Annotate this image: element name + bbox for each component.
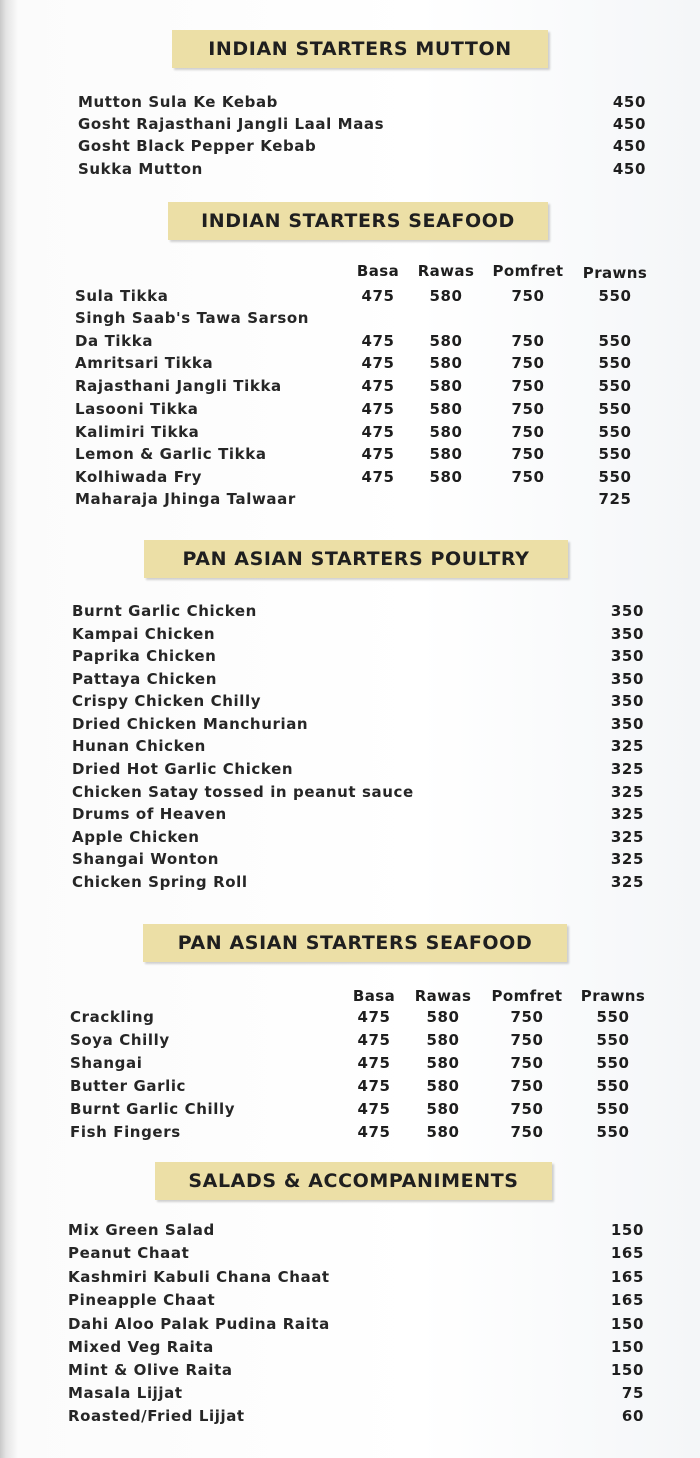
table-row: [0, 377, 700, 399]
item-price: 150: [610, 1315, 644, 1333]
item-price: 450: [612, 115, 646, 133]
table-row: [0, 309, 700, 331]
item-price: 325: [610, 850, 644, 868]
item-name: Kashmiri Kabuli Chana Chaat: [68, 1268, 330, 1286]
price-rawas: 580: [429, 332, 463, 350]
item-price: 350: [610, 625, 644, 643]
section-header-pan-asian-seafood: PAN ASIAN STARTERS SEAFOOD: [143, 924, 567, 962]
item-name: Mix Green Salad: [68, 1221, 215, 1239]
item-price: 150: [610, 1338, 644, 1356]
item-price: 450: [612, 137, 646, 155]
price-rawas: 580: [429, 423, 463, 441]
list-item: [0, 1268, 700, 1290]
list-item: [0, 760, 700, 782]
table-row: [0, 1123, 700, 1145]
item-price: 150: [610, 1361, 644, 1379]
item-name: Gosht Rajasthani Jangli Laal Maas: [78, 115, 385, 133]
price-basa: 475: [361, 332, 395, 350]
item-name: Kampai Chicken: [72, 625, 216, 643]
price-basa: 475: [361, 400, 395, 418]
list-item: [0, 93, 700, 115]
price-pomfret: 750: [510, 1100, 544, 1118]
price-basa: 475: [361, 445, 395, 463]
table-row: [0, 468, 700, 490]
item-name: Maharaja Jhinga Talwaar: [75, 490, 296, 508]
table-row: [0, 1008, 700, 1030]
item-name: Mixed Veg Raita: [68, 1338, 214, 1356]
item-name: Lemon & Garlic Tikka: [75, 445, 267, 463]
list-item: [0, 1244, 700, 1266]
item-name: Butter Garlic: [70, 1077, 187, 1095]
list-item: [0, 805, 700, 827]
price-prawns: 550: [598, 332, 632, 350]
list-item: [0, 670, 700, 692]
item-name: Sukka Mutton: [78, 160, 203, 178]
item-name: Roasted/Fried Lijjat: [68, 1407, 245, 1425]
item-price: 350: [610, 670, 644, 688]
list-item: [0, 1315, 700, 1337]
list-item: [0, 647, 700, 669]
item-price: 325: [610, 783, 644, 801]
price-basa: 475: [361, 423, 395, 441]
item-name: Gosht Black Pepper Kebab: [78, 137, 317, 155]
price-prawns: 550: [598, 354, 632, 372]
price-basa: 475: [361, 468, 395, 486]
section-header-salads: SALADS & ACCOMPANIMENTS: [155, 1162, 552, 1200]
column-header-basa: Basa: [356, 262, 400, 280]
item-name: Hunan Chicken: [72, 737, 206, 755]
item-price: 350: [610, 692, 644, 710]
list-item: [0, 602, 700, 624]
item-price: 350: [610, 602, 644, 620]
price-prawns: 550: [596, 1008, 630, 1026]
price-pomfret: 750: [511, 354, 545, 372]
column-header-basa: Basa: [352, 987, 396, 1005]
item-name: Soya Chilly: [70, 1031, 170, 1049]
price-pomfret: 750: [511, 423, 545, 441]
table-row: [0, 1031, 700, 1053]
item-name: Chicken Spring Roll: [72, 873, 248, 891]
price-rawas: 580: [426, 1123, 460, 1141]
price-pomfret: 750: [511, 445, 545, 463]
table-row: [0, 1100, 700, 1122]
item-name: Rajasthani Jangli Tikka: [75, 377, 282, 395]
item-name: Fish Fingers: [70, 1123, 181, 1141]
table-row: [0, 490, 700, 512]
section-header-indian-seafood: INDIAN STARTERS SEAFOOD: [168, 202, 548, 240]
list-item: [0, 1407, 700, 1429]
price-prawns: 725: [598, 490, 632, 508]
price-basa: 475: [361, 287, 395, 305]
item-name: Lasooni Tikka: [75, 400, 199, 418]
price-prawns: 550: [598, 423, 632, 441]
list-item: [0, 715, 700, 737]
price-prawns: 550: [596, 1031, 630, 1049]
item-price: 75: [621, 1384, 644, 1402]
price-basa: 475: [357, 1031, 391, 1049]
price-rawas: 580: [426, 1077, 460, 1095]
price-pomfret: 750: [511, 468, 545, 486]
price-rawas: 580: [429, 400, 463, 418]
price-pomfret: 750: [511, 377, 545, 395]
price-rawas: 580: [429, 287, 463, 305]
item-name: Pattaya Chicken: [72, 670, 217, 688]
item-name: Dried Chicken Manchurian: [72, 715, 309, 733]
item-name: Chicken Satay tossed in peanut sauce: [72, 783, 414, 801]
item-name: Crackling: [70, 1008, 155, 1026]
table-row: [0, 287, 700, 309]
item-name: Amritsari Tikka: [75, 354, 214, 372]
table-row: [0, 332, 700, 354]
price-rawas: 580: [429, 445, 463, 463]
item-name: Sula Tikka: [75, 287, 169, 305]
item-name: Mint & Olive Raita: [68, 1361, 233, 1379]
section-header-pan-asian-poultry: PAN ASIAN STARTERS POULTRY: [144, 540, 568, 578]
table-row: [0, 1054, 700, 1076]
item-price: 60: [621, 1407, 644, 1425]
section-header-mutton: INDIAN STARTERS MUTTON: [172, 30, 548, 68]
item-name: Burnt Garlic Chicken: [72, 602, 257, 620]
price-prawns: 550: [598, 287, 632, 305]
item-price: 325: [610, 805, 644, 823]
list-item: [0, 625, 700, 647]
list-item: [0, 1361, 700, 1383]
list-item: [0, 137, 700, 159]
item-name: Burnt Garlic Chilly: [70, 1100, 236, 1118]
item-name: Dahi Aloo Palak Pudina Raita: [68, 1315, 330, 1333]
item-price: 325: [610, 737, 644, 755]
price-pomfret: 750: [511, 400, 545, 418]
item-price: 350: [610, 647, 644, 665]
price-rawas: 580: [429, 354, 463, 372]
price-pomfret: 750: [511, 332, 545, 350]
item-price: 150: [610, 1221, 644, 1239]
price-pomfret: 750: [510, 1054, 544, 1072]
table-row: [0, 445, 700, 467]
list-item: [0, 783, 700, 805]
list-item: [0, 1384, 700, 1406]
item-price: 165: [610, 1291, 644, 1309]
price-pomfret: 750: [510, 1031, 544, 1049]
list-item: [0, 850, 700, 872]
price-prawns: 550: [598, 377, 632, 395]
list-item: [0, 873, 700, 895]
item-name: Masala Lijjat: [68, 1384, 183, 1402]
list-item: [0, 737, 700, 759]
price-basa: 475: [357, 1054, 391, 1072]
column-header-rawas: Rawas: [417, 262, 475, 280]
column-header-prawns: Prawns: [580, 987, 646, 1005]
list-item: [0, 828, 700, 850]
price-prawns: 550: [598, 400, 632, 418]
item-name: Peanut Chaat: [68, 1244, 190, 1262]
item-name: Kolhiwada Fry: [75, 468, 202, 486]
item-name: Shangai: [70, 1054, 143, 1072]
price-basa: 475: [357, 1077, 391, 1095]
list-item: [0, 1221, 700, 1243]
item-price: 165: [610, 1268, 644, 1286]
item-price: 450: [612, 160, 646, 178]
price-rawas: 580: [429, 468, 463, 486]
price-prawns: 550: [596, 1123, 630, 1141]
price-rawas: 580: [426, 1008, 460, 1026]
list-item: [0, 115, 700, 137]
item-price: 325: [610, 760, 644, 778]
list-item: [0, 1338, 700, 1360]
item-price: 165: [610, 1244, 644, 1262]
price-pomfret: 750: [510, 1077, 544, 1095]
price-basa: 475: [357, 1123, 391, 1141]
price-basa: 475: [361, 377, 395, 395]
item-name: Crispy Chicken Chilly: [72, 692, 262, 710]
price-rawas: 580: [426, 1031, 460, 1049]
list-item: [0, 1291, 700, 1313]
column-header-pomfret: Pomfret: [492, 262, 564, 280]
table-row: [0, 1077, 700, 1099]
price-pomfret: 750: [510, 1123, 544, 1141]
table-row: [0, 423, 700, 445]
item-price: 450: [612, 93, 646, 111]
price-basa: 475: [357, 1008, 391, 1026]
price-rawas: 580: [426, 1054, 460, 1072]
table-row: [0, 354, 700, 376]
column-header-rawas: Rawas: [414, 987, 472, 1005]
price-rawas: 580: [426, 1100, 460, 1118]
item-name: Pineapple Chaat: [68, 1291, 216, 1309]
list-item: [0, 692, 700, 714]
list-item: [0, 160, 700, 182]
price-prawns: 550: [596, 1077, 630, 1095]
item-price: 350: [610, 715, 644, 733]
price-pomfret: 750: [511, 287, 545, 305]
item-name: Dried Hot Garlic Chicken: [72, 760, 294, 778]
column-header-pomfret: Pomfret: [491, 987, 563, 1005]
item-price: 325: [610, 828, 644, 846]
item-name: Kalimiri Tikka: [75, 423, 200, 441]
item-price: 325: [610, 873, 644, 891]
item-name: Da Tikka: [75, 332, 154, 350]
price-prawns: 550: [598, 468, 632, 486]
item-name: Shangai Wonton: [72, 850, 220, 868]
price-rawas: 580: [429, 377, 463, 395]
item-name: Paprika Chicken: [72, 647, 217, 665]
price-prawns: 550: [598, 445, 632, 463]
price-prawns: 550: [596, 1100, 630, 1118]
column-header-prawns: Prawns: [582, 264, 648, 282]
item-name: Drums of Heaven: [72, 805, 227, 823]
item-name: Mutton Sula Ke Kebab: [78, 93, 279, 111]
table-row: [0, 400, 700, 422]
price-pomfret: 750: [510, 1008, 544, 1026]
item-name: Singh Saab's Tawa Sarson: [75, 309, 310, 327]
price-basa: 475: [361, 354, 395, 372]
item-name: Apple Chicken: [72, 828, 200, 846]
price-basa: 475: [357, 1100, 391, 1118]
price-prawns: 550: [596, 1054, 630, 1072]
